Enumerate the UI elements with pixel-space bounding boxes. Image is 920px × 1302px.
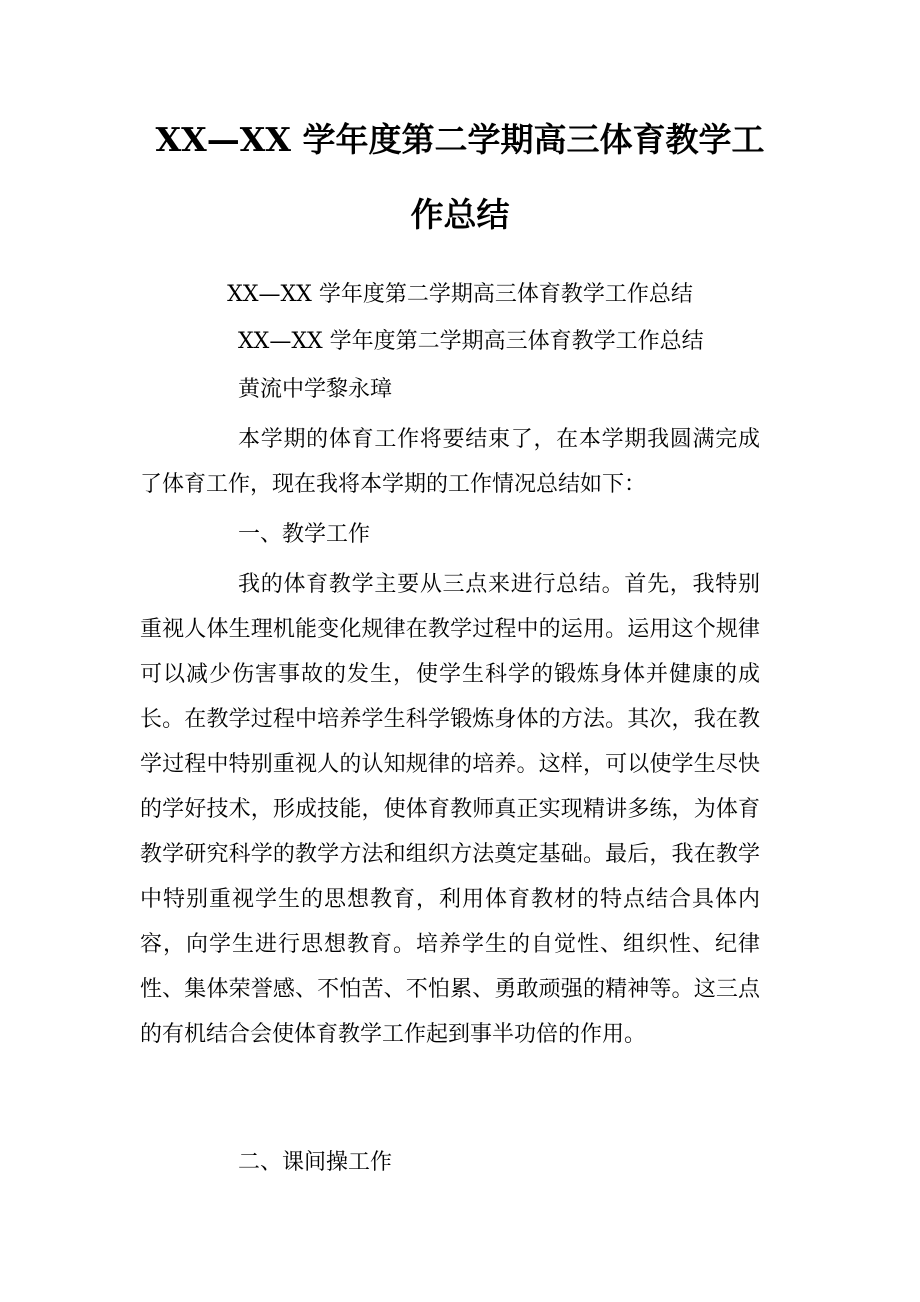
section-2-heading: 二、课间操工作 — [238, 1150, 393, 1175]
section-1-heading: 一、教学工作 — [238, 522, 371, 547]
author-line: 黄流中学黎永璋 — [238, 377, 393, 402]
section-1-paragraph: 我的体育教学主要从三点来进行总结。首先，我特别重视人体生理机能变化规律在教学过程中的运用。运用这个规律可以减少伤害事故的发生，使学生科学的锻炼身体并健康的成长。在教学过程中培养学生科学锻炼身体的方法。其次，我在教学过程中特别重视人的认知规律的培养。这样，可以使学生尽快的学好技术，形成技能，使体育教师真正实现精讲多练，为体育教学研究科学的教学方法和组织方法奠定基础。最后，我在教学中特别重视学生的思想教育，利用体育教材的特点结合具体内容，向学生进行思想教育。培养学生的自觉性、组织性、纪律性、集体荣誉感、不怕苦、不怕累、勇敢顽强的精神等。这三点的有机结合会使体育教学工作起到事半功倍的作用。 — [140, 572, 760, 1047]
document-title-line-1: XX—XX 学年度第二学期高三体育教学工 — [155, 120, 765, 159]
document-subtitle: XX—XX 学年度第二学期高三体育教学工作总结 — [227, 282, 693, 307]
repeat-title: XX—XX 学年度第二学期高三体育教学工作总结 — [238, 329, 704, 354]
document-title-line-2: 作总结 — [410, 195, 510, 234]
intro-paragraph: 本学期的体育工作将要结束了，在本学期我圆满完成了体育工作，现在我将本学期的工作情况总结如下： — [140, 427, 760, 497]
